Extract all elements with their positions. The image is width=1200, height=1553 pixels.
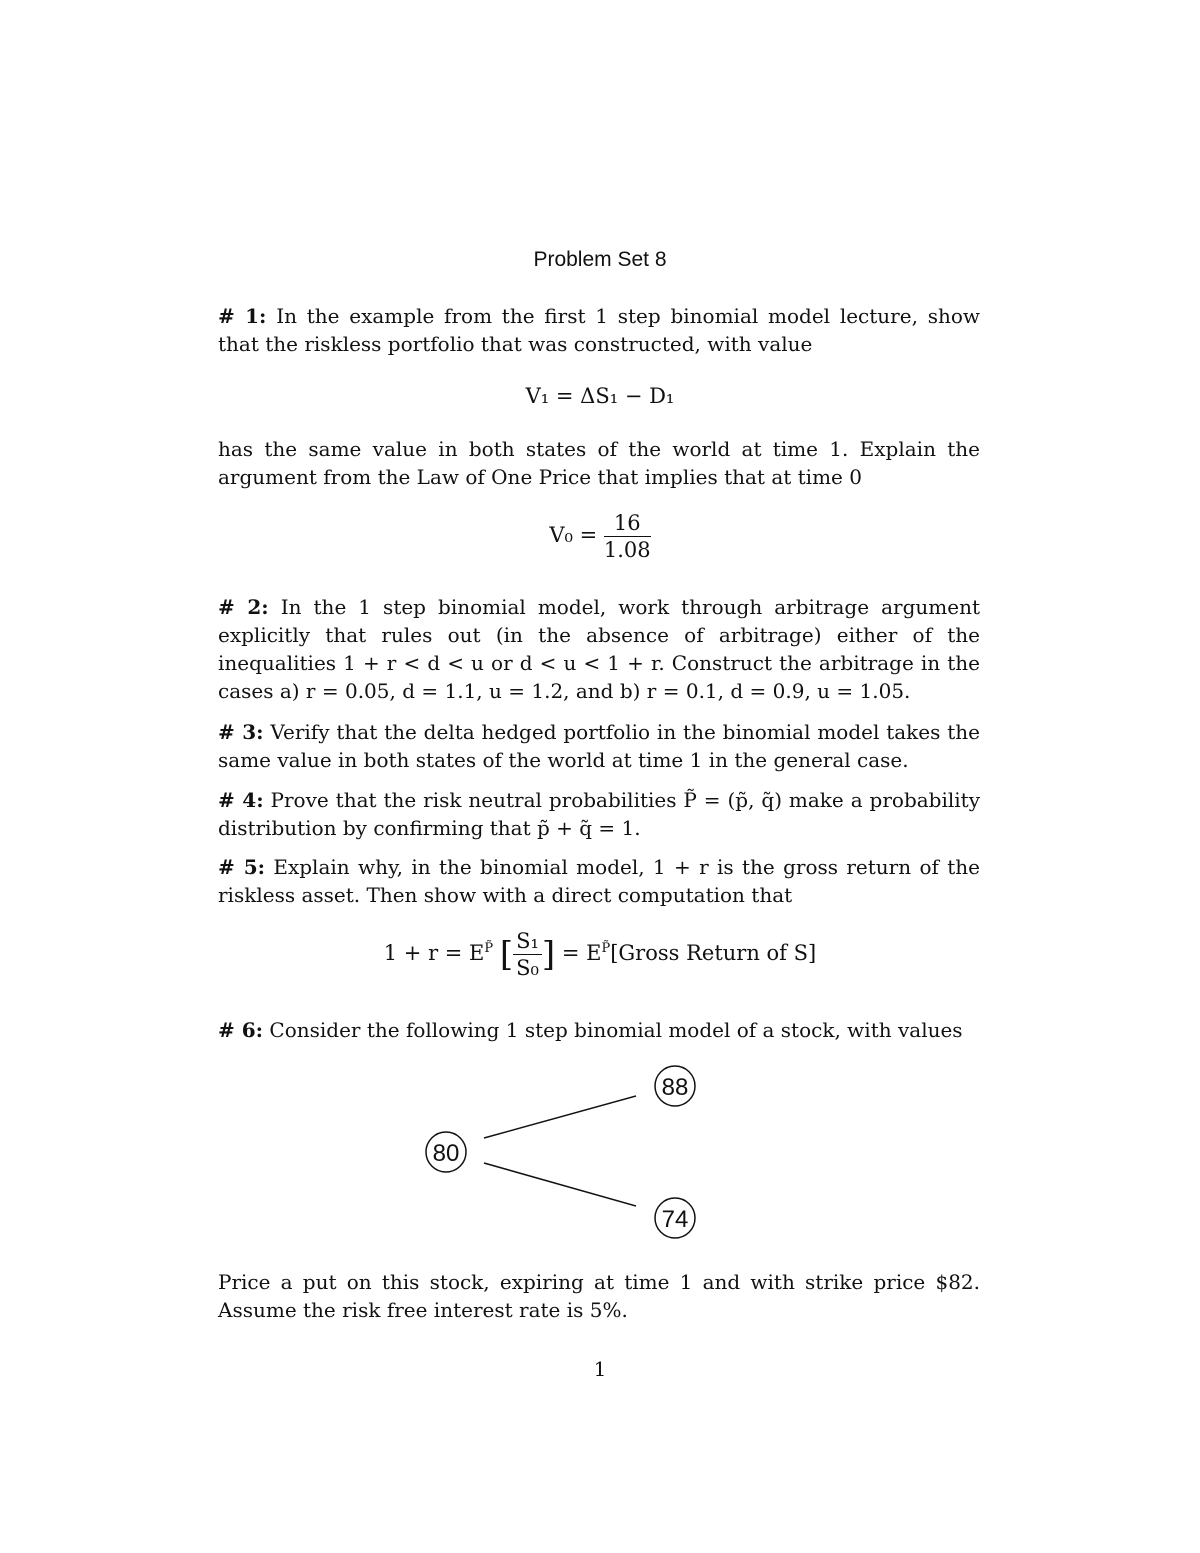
- problem-3-label: # 3:: [218, 720, 264, 744]
- problem-5-text: Explain why, in the binomial model, 1 + r is the gross return of the riskless asset. Then show with a direct computation that: [218, 855, 980, 907]
- node-down: [655, 1198, 695, 1238]
- problem-1-text: In the example from the first 1 step binomial model lecture, show that the riskless portfolio that was constructed, with value: [218, 304, 980, 356]
- node-down-label: 74: [661, 1206, 689, 1233]
- up-branch: [484, 1096, 636, 1138]
- problem-1: [218, 302, 980, 358]
- problem-2-text: In the 1 step binomial model, work through arbitrage argument explicitly that rules out (in the absence of arbitrage) either of the inequalities 1 + r < d < u or d < u < 1 + r. Construct the arbitrage in the cases a) r = 0.05, d = 1.1, u = 1.2, and b) r = 0.1, d = 0.9, u = 1.05.: [218, 595, 980, 703]
- problem-6-text-2: Price a put on this stock, expiring at time 1 and with strike price $82. Assume the risk free interest rate is 5%.: [218, 1270, 980, 1322]
- equation-v0-numerator: 16: [604, 510, 651, 537]
- problem-6-label: # 6:: [218, 1018, 264, 1042]
- gross-return-lhs: 1 + r = E: [383, 941, 485, 965]
- problem-3-text: Verify that the delta hedged portfolio in the binomial model takes the same value in both states of the world at time 1 in the general case.: [218, 720, 981, 772]
- problem-6-text: Consider the following 1 step binomial model of a stock, with values: [269, 1018, 963, 1042]
- problem-1-text-2: has the same value in both states of the world at time 1. Explain the argument from the Law of One Price that implies that at time 0: [218, 437, 980, 489]
- binomial-tree-diagram: [400, 1060, 720, 1250]
- gross-return-rhs: [Gross Return of S]: [610, 941, 817, 965]
- problem-5: [218, 853, 980, 909]
- node-root-label: 80: [432, 1140, 460, 1167]
- problem-2-label: # 2:: [218, 595, 269, 619]
- problem-2: [218, 593, 980, 705]
- problem-1-label: # 1:: [218, 304, 267, 328]
- equation-v0-denominator: 1.08: [603, 538, 651, 562]
- equation-v0: [0, 510, 1200, 563]
- right-bracket: ]: [541, 934, 556, 975]
- node-root: [426, 1132, 466, 1172]
- problem-6-continued: [218, 1268, 980, 1324]
- equation-v0-fraction: [604, 510, 651, 563]
- gross-return-sup-1: P̃: [484, 941, 494, 956]
- problem-3: [218, 718, 980, 774]
- page-number: 1: [593, 1357, 607, 1381]
- gross-return-sup-2: P̃: [601, 941, 611, 956]
- problem-5-label: # 5:: [218, 855, 266, 879]
- problem-4: [218, 786, 980, 842]
- left-bracket: [: [499, 934, 514, 975]
- equation-v1: V₁ = ΔS₁ − D₁: [525, 384, 675, 408]
- node-up-label: 88: [661, 1074, 689, 1101]
- problem-6: [218, 1016, 980, 1044]
- problem-4-label: # 4:: [218, 788, 264, 812]
- gross-return-numerator: S₁: [513, 928, 542, 955]
- problem-1-continued: [218, 435, 980, 491]
- equation-gross-return: [0, 928, 1200, 981]
- gross-return-fraction: [513, 928, 542, 981]
- problem-4-text: Prove that the risk neutral probabilities P̃ = (p̃, q̃) make a probability distribution by confirming that p̃ + q̃ = 1.: [218, 788, 980, 840]
- down-branch: [484, 1163, 636, 1206]
- gross-return-mid: = E: [561, 941, 602, 965]
- equation-v0-lhs: V₀ =: [549, 523, 598, 547]
- page-title: Problem Set 8: [533, 248, 667, 271]
- gross-return-denominator: S₀: [516, 956, 539, 980]
- node-up: [655, 1066, 695, 1106]
